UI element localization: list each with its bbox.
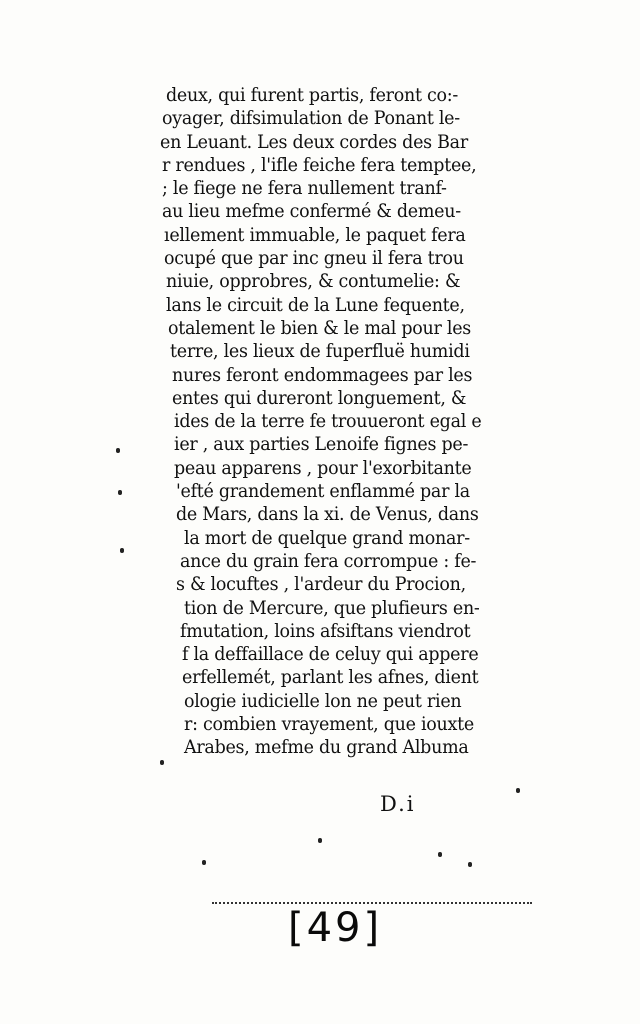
text-line: r rendues , l'ifle feiche fera temptee,: [162, 153, 477, 176]
text-line: erfellemét, parlant les afnes, dient: [182, 666, 479, 689]
text-line: otalement le bien & le mal pour les: [168, 316, 471, 339]
ink-speck: [160, 760, 164, 765]
text-line: r: combien vrayement, que iouxte: [184, 713, 474, 736]
ink-speck: [468, 862, 472, 867]
ink-speck: [516, 788, 520, 793]
signature-mark: D.i: [380, 792, 416, 816]
page-number: [49]: [288, 905, 383, 951]
text-line: ıellement immuable, le paquet fera: [164, 223, 466, 246]
text-line: lans le circuit de la Lune fequente,: [166, 293, 465, 316]
text-line: en Leuant. Les deux cordes des Bar: [160, 130, 468, 153]
text-line: la mort de quelque grand monar-: [184, 526, 470, 549]
text-line: ier , aux parties Lenoife fignes pe-: [174, 433, 469, 456]
ink-speck: [118, 490, 122, 495]
ink-speck: [438, 852, 442, 857]
text-line: terre, les lieux de fuperfluë humidi: [170, 340, 470, 363]
text-line: niuie, opprobres, & contumelie: &: [166, 270, 461, 293]
text-line: deux, qui furent partis, feront co:-: [166, 84, 458, 106]
text-line: 'efté grandement enflammé par la: [176, 480, 470, 503]
dotted-rule: [212, 902, 532, 904]
ink-speck: [318, 838, 322, 843]
text-block: [158, 84, 503, 760]
text-line: de Mars, dans la xi. de Venus, dans: [176, 503, 479, 526]
text-line: Arabes, mefme du grand Albuma: [184, 736, 469, 759]
text-line: tion de Mercure, que plufieurs en-: [184, 596, 480, 619]
ink-speck: [116, 448, 120, 453]
text-line: ocupé que par inc gneu il fera trou: [164, 247, 464, 270]
text-line: ologie iudicielle lon ne peut rien: [184, 689, 462, 712]
text-line: peau apparens , pour l'exorbitante: [174, 456, 472, 479]
text-line: nures feront endommagees par les: [172, 363, 473, 386]
text-line: f la deffaillace de celuy qui appere: [182, 643, 479, 666]
text-line: au lieu mefme confermé & demeu-: [162, 200, 461, 223]
text-line: fmutation, loins afsiftans viendrot: [180, 619, 471, 642]
text-line: ; le fiege ne fera nullement tranf-: [162, 177, 447, 200]
ink-speck: [202, 860, 206, 865]
text-line: ides de la terre fe trouueront egal e: [174, 410, 482, 433]
text-line: ance du grain fera corrompue : fe-: [180, 549, 477, 572]
text-line: s & locuftes , l'ardeur du Procion,: [176, 573, 466, 596]
text-line: entes qui dureront longuement, &: [172, 386, 467, 409]
text-line: oyager, difsimulation de Ponant le-: [162, 107, 460, 130]
ink-speck: [120, 548, 124, 553]
